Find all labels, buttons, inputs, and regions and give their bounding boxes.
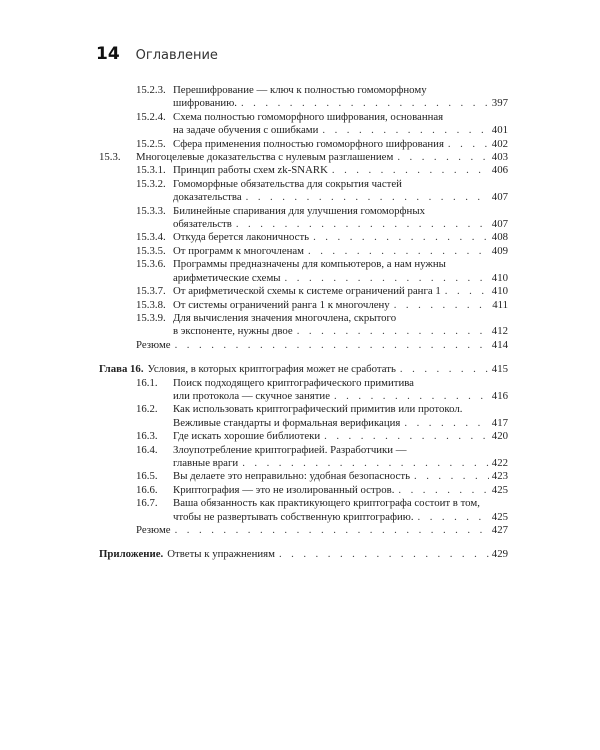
entry-title: Поиск подходящего криптографического примитива — [173, 376, 414, 389]
toc-entry[interactable] — [136, 339, 508, 352]
entry-title: Многоцелевые доказательства с нулевым разглашением — [136, 151, 394, 164]
dot-leader — [400, 417, 488, 430]
dot-leader — [238, 457, 489, 470]
running-title: Оглавление — [135, 48, 218, 63]
entry-title: Условия, в которых криптография может не сработать — [147, 363, 396, 376]
dot-leader — [414, 511, 489, 524]
entry-title: От программ к многочленам — [173, 244, 305, 257]
toc-entry[interactable] — [136, 403, 508, 430]
section-number: 15.3.7. — [136, 285, 166, 298]
page-ref: 407 — [491, 191, 508, 204]
toc-entry[interactable] — [136, 205, 508, 232]
entry-title: Программы предназначены для компьютеров, а нам нужны — [173, 258, 446, 271]
entry-title: в экспоненте, нужны двое — [173, 325, 293, 338]
dot-leader — [304, 245, 489, 258]
page-ref: 402 — [491, 137, 508, 150]
page-ref: 427 — [491, 524, 508, 536]
section-number: 15.3.5. — [136, 244, 166, 257]
section-number: 16.6. — [136, 483, 158, 496]
section-number: 16.1. — [136, 376, 158, 389]
toc-entry[interactable] — [136, 138, 508, 151]
entry-title: шифрованию. — [173, 97, 237, 110]
page-ref: 412 — [491, 325, 508, 338]
section-number: 16.7. — [136, 497, 158, 510]
section-number: 15.3.3. — [136, 204, 166, 217]
toc-entry[interactable] — [136, 299, 508, 312]
toc-entry[interactable] — [136, 285, 508, 298]
toc-entry[interactable] — [136, 444, 508, 471]
entry-title: Откуда берется лаконичность — [173, 231, 310, 244]
page-ref: 425 — [491, 483, 508, 496]
page-ref: 403 — [491, 151, 508, 164]
dot-leader — [293, 325, 489, 338]
page-ref: 410 — [491, 271, 508, 284]
toc-entry[interactable] — [136, 430, 508, 443]
toc-entry[interactable] — [136, 111, 508, 138]
section-number: 15.2.4. — [136, 110, 166, 123]
entry-title: главные враги — [173, 456, 239, 469]
page-ref: 410 — [491, 285, 508, 298]
toc-entry[interactable] — [136, 312, 508, 339]
section-gap — [99, 537, 508, 548]
entry-title: Как использовать криптографический примитив или протокол. — [173, 403, 463, 416]
dot-leader — [396, 363, 489, 376]
entry-title: доказательства — [173, 191, 242, 204]
page-ref: 415 — [491, 363, 508, 376]
dot-leader — [237, 97, 489, 110]
section-number: 15.3.9. — [136, 311, 166, 324]
entry-title: Гомоморфные обязательства для сокрытия частей — [173, 177, 402, 190]
page-ref: 420 — [491, 430, 508, 443]
entry-title: обязательств — [173, 218, 232, 231]
toc-appendix-entry[interactable] — [99, 548, 508, 561]
entry-title: Схема полностью гомоморфного шифрования, основанная — [173, 110, 444, 123]
entry-title: или протокола — скучное занятие — [173, 389, 330, 402]
appendix-label: Приложение. — [99, 548, 164, 561]
dot-leader — [242, 191, 489, 204]
section-number: 15.2.3. — [136, 84, 166, 96]
entry-title: на задаче обучения с ошибками — [173, 124, 319, 137]
entry-title: Перешифрование — ключ к полностью гомоморфному — [173, 84, 427, 96]
entry-title: Для вычисления значения многочлена, скрытого — [173, 311, 397, 324]
section-number: 15.3.4. — [136, 231, 166, 244]
dot-leader — [330, 390, 489, 403]
section-number: 16.3. — [136, 430, 158, 443]
page-ref: 406 — [491, 164, 508, 177]
dot-leader — [320, 430, 489, 443]
page-ref: 417 — [491, 416, 508, 429]
entry-title: чтобы не развертывать собственную криптографию. — [173, 510, 414, 523]
page-ref: 411 — [492, 298, 508, 311]
toc-entry[interactable] — [136, 178, 508, 205]
entry-title: Билинейные спаривания для улучшения гомоморфных — [173, 204, 425, 217]
page-ref: 429 — [491, 548, 508, 561]
entry-title: Ваша обязанность как практикующего криптографа состоит в том, — [173, 497, 480, 510]
chapter-number: Глава 16. — [99, 363, 144, 376]
page-number: 14 — [96, 44, 120, 64]
table-of-contents — [99, 84, 508, 562]
toc-entry[interactable] — [136, 84, 508, 111]
section-number: 16.4. — [136, 443, 158, 456]
entry-title: арифметические схемы — [173, 271, 281, 284]
page-ref: 407 — [491, 218, 508, 231]
toc-entry[interactable] — [136, 164, 508, 177]
dot-leader — [309, 231, 489, 244]
entry-title: Принцип работы схем zk-SNARK — [173, 164, 328, 177]
page-ref: 423 — [491, 470, 508, 483]
dot-leader — [394, 484, 488, 497]
dot-leader — [410, 470, 489, 483]
section-number: 15.2.5. — [136, 137, 166, 150]
dot-leader — [171, 524, 489, 537]
dot-leader — [444, 138, 489, 151]
page-ref: 425 — [491, 510, 508, 523]
entry-title: Вежливые стандарты и формальная верификация — [173, 416, 401, 429]
section-number: 15.3.6. — [136, 258, 166, 271]
toc-entry[interactable] — [136, 497, 508, 524]
section-number: 15.3.8. — [136, 298, 166, 311]
section-number: 15.3.2. — [136, 177, 166, 190]
toc-entry[interactable] — [136, 377, 508, 404]
toc-entry[interactable] — [136, 484, 508, 497]
page-ref: 422 — [491, 456, 508, 469]
section-gap — [99, 352, 508, 363]
entry-title: Ответы к упражнениям — [167, 548, 275, 561]
page-ref: 409 — [491, 244, 508, 257]
page-ref: 414 — [491, 338, 508, 351]
entry-title: Резюме — [136, 524, 171, 536]
page-header — [96, 44, 218, 68]
entry-title: Злоупотребление криптографией. Разработчики — — [173, 443, 407, 456]
section-number: 16.2. — [136, 403, 158, 416]
entry-title: Сфера применения полностью гомоморфного шифрования — [173, 137, 444, 150]
entry-title: Криптография — это не изолированный остров. — [173, 483, 395, 496]
entry-title: От арифметической схемы к системе ограничений ранга 1 — [173, 285, 441, 298]
entry-title: Резюме — [136, 338, 171, 351]
entry-title: От системы ограничений ранга 1 к многочлену — [173, 298, 390, 311]
toc-entry[interactable] — [136, 524, 508, 537]
dot-leader — [318, 124, 488, 137]
page-ref: 397 — [491, 97, 508, 110]
dot-leader — [328, 164, 489, 177]
toc-entry[interactable] — [99, 151, 508, 164]
dot-leader — [275, 548, 489, 561]
section-number: 16.5. — [136, 470, 158, 483]
entry-title: Где искать хорошие библиотеки — [173, 430, 321, 443]
page-ref: 401 — [491, 124, 508, 137]
section-number: 15.3. — [99, 151, 121, 164]
dot-leader — [171, 339, 489, 352]
dot-leader — [281, 272, 489, 285]
dot-leader — [232, 218, 489, 231]
toc-entry[interactable] — [136, 258, 508, 285]
toc-entry[interactable] — [136, 470, 508, 483]
page-ref: 408 — [491, 231, 508, 244]
dot-leader — [441, 285, 489, 298]
toc-entry[interactable] — [136, 245, 508, 258]
toc-entry[interactable] — [136, 231, 508, 244]
dot-leader — [390, 299, 489, 312]
toc-chapter-entry[interactable] — [99, 363, 508, 376]
page-ref: 416 — [491, 389, 508, 402]
entry-title: Вы делаете это неправильно: удобная безопасность — [173, 470, 410, 483]
section-number: 15.3.1. — [136, 164, 166, 177]
dot-leader — [393, 151, 488, 164]
